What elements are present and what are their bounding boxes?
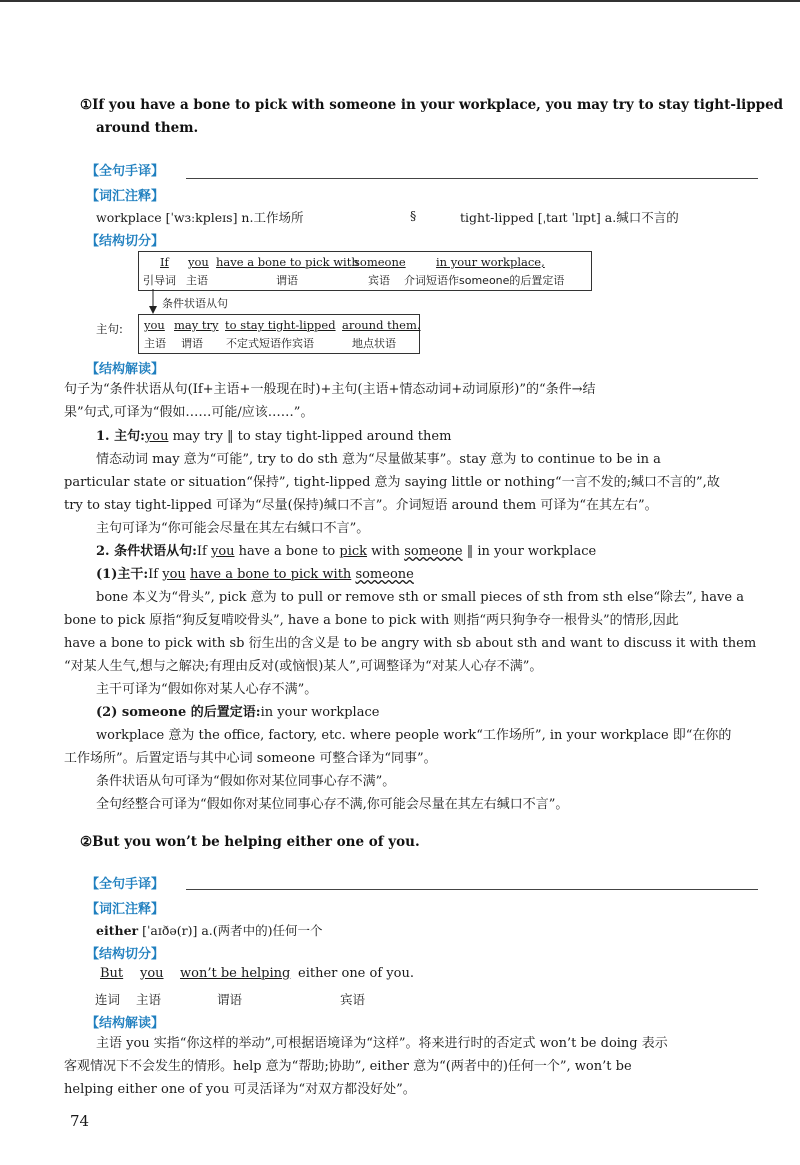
- box1-word-verb: have a bone to pick with: [216, 255, 359, 269]
- para6-line1: workplace 意为 the office, factory, etc. where people work“工作场所”, in your workplace 即“在你的: [96, 728, 732, 743]
- item2-role-predicate: 谓语: [217, 992, 243, 1007]
- para1-line1: 句子为“条件状语从句(If+主语+一般现在时)+主句(主语+情态动词+动词原形)”的“条件→结: [64, 382, 596, 397]
- para1-line2: 果”句式,可译为“假如……可能/应该……”。: [64, 405, 314, 420]
- para2-line1: 情态动词 may 意为“可能”, try to do sth 意为“尽量做某事”。stay 意为 to continue to be in a: [96, 452, 661, 467]
- item2-translation-line: [186, 889, 758, 890]
- para4-line1: bone 本义为“骨头”, pick 意为 to pull or remove sth or small pieces of sth from sth else“除去”, have a: [96, 590, 744, 605]
- section1-line: [96, 425, 451, 448]
- item1-vocab-symbol: §: [410, 208, 417, 223]
- sub2-line: [96, 701, 379, 724]
- item2-role-connector: 连词: [95, 992, 121, 1007]
- section1-rest: may try ‖ to stay tight-lipped around them: [168, 429, 452, 444]
- main-clause-label: 主句:: [96, 322, 123, 336]
- item2-word-object: either one of you.: [298, 966, 414, 981]
- box1-word-object: someone: [354, 255, 406, 269]
- box2-word-around: around them.: [342, 318, 421, 332]
- para2-line3: try to stay tight-lipped 可译为“尽量(保持)缄口不言”。介词短语 around them 可译为“在其左右”。: [64, 498, 658, 513]
- item2-heading: ②But you won’t be helping either one of you.: [80, 834, 420, 850]
- para5: 主干可译为“假如你对某人心存不满”。: [96, 682, 318, 697]
- sub1-line: [96, 563, 414, 586]
- para6-line2: 工作场所”。后置定语与其中心词 someone 可整合译为“同事”。: [64, 751, 437, 766]
- box2-role-predicate: 谓语: [181, 337, 203, 350]
- section2-line: [96, 540, 596, 563]
- box2-role-object: 不定式短语作宾语: [226, 337, 314, 350]
- item2-structure-label: 【 结构切分 】: [86, 943, 164, 962]
- item2-vocab-label: 【 词汇注释 】: [86, 898, 164, 917]
- box1-word-prep: in your workplace,: [436, 255, 545, 269]
- item1-structure-label: 【 结构切分 】: [86, 230, 164, 249]
- item2-analysis-label: 【 结构解读 】: [86, 1012, 164, 1031]
- section1-title: 1. 主句:: [96, 429, 145, 444]
- item1-vocab-right: tight-lipped [ˌtaɪt ˈlɪpt] a.缄口不言的: [460, 210, 679, 225]
- box2-role-subject: 主语: [144, 337, 166, 350]
- item1-vocab-label: 【 词汇注释 】: [86, 185, 164, 204]
- page-number: 74: [70, 1112, 90, 1130]
- section2-with: with: [367, 544, 405, 559]
- para8: 全句经整合可译为“假如你对某位同事心存不满,你可能会尽量在其左右缄口不言”。: [96, 797, 569, 812]
- item1-heading-line1: ①If you have a bone to pick with someone in your workplace, you may try to stay tight-lipped: [80, 97, 784, 113]
- item2-para-line3: helping either one of you 可灵活译为“对双方都没好处”。: [64, 1082, 416, 1097]
- box2-word-stay: to stay tight-lipped: [225, 318, 336, 332]
- section2-if: If: [196, 544, 211, 559]
- section1-subject: you: [144, 429, 169, 444]
- sub1-title: (1)主干:: [96, 567, 149, 582]
- arrow-note: 条件状语从句: [162, 297, 228, 310]
- box1-word-you: you: [188, 255, 209, 269]
- item2-vocab: [96, 921, 323, 939]
- box1-role-prep: 介词短语作someone的后置定语: [404, 274, 565, 287]
- item2-para-line2: 客观情况下不会发生的情形。help 意为“帮助;协助”, either 意为“(两者中的)任何一个”, won’t be: [64, 1059, 632, 1074]
- box2-word-maytry: may try: [174, 318, 219, 332]
- down-arrow-icon: [146, 289, 160, 315]
- sub1-predicate: have a bone to pick with: [189, 567, 352, 582]
- box2-role-adverbial: 地点状语: [352, 337, 396, 350]
- box1-word-if: If: [160, 255, 169, 269]
- para7: 条件状语从句可译为“假如你对某位同事心存不满”。: [96, 774, 396, 789]
- sub2-title: (2) someone 的后置定语:: [96, 705, 261, 720]
- section2-have: have a bone to: [234, 544, 340, 559]
- item1-translation-label: 【 全句手译 】: [86, 160, 164, 179]
- para4-line4: “对某人生气,想与之解决;有理由反对(或恼恨)某人”,可调整译为“对某人心存不满”。: [64, 659, 543, 674]
- section2-someone: someone: [404, 544, 463, 559]
- para2-line2: particular state or situation“保持”, tight-lipped 意为 saying little or nothing“一言不发的;缄口不言的”,故: [64, 475, 720, 490]
- section2-title: 2. 条件状语从句:: [96, 544, 197, 559]
- box1-role-subject: 主语: [186, 274, 208, 287]
- box1-role-object: 宾语: [368, 274, 390, 287]
- box1-role-predicate: 谓语: [276, 274, 298, 287]
- section2-pick: pick: [339, 544, 368, 559]
- para4-line3: have a bone to pick with sb 衍生出的含义是 to be angry with sb about sth and want to discuss it with them: [64, 636, 757, 651]
- item1-analysis-label: 【 结构解读 】: [86, 358, 164, 377]
- item2-translation-label: 【 全句手译 】: [86, 873, 164, 892]
- item1-heading-line2: around them.: [96, 120, 199, 136]
- item2-para-line1: 主语 you 实指“你这样的举动”,可根据语境译为“这样”。将来进行时的否定式 won’t be doing 表示: [96, 1036, 668, 1051]
- box1-role-connector: 引导词: [143, 274, 176, 287]
- item2-vocab-word: either: [96, 923, 139, 938]
- item2-role-object: 宾语: [340, 992, 366, 1007]
- section2-rest: ‖ in your workplace: [462, 544, 597, 559]
- box2-word-you: you: [144, 318, 165, 332]
- item2-word-predicate: won’t be helping: [180, 966, 291, 981]
- section2-you: you: [211, 544, 235, 559]
- item2-word-but: But: [100, 966, 124, 981]
- sub1-you: you: [162, 567, 186, 582]
- item1-vocab-left: workplace [ˈwɜːkpleɪs] n.工作场所: [96, 210, 304, 225]
- para3: 主句可译为“你可能会尽量在其左右缄口不言”。: [96, 521, 370, 536]
- sub2-rest: in your workplace: [260, 705, 380, 720]
- item2-role-subject: 主语: [136, 992, 162, 1007]
- top-border: [0, 0, 800, 2]
- item2-word-you: you: [140, 966, 164, 981]
- sub1-someone: someone: [355, 567, 414, 582]
- item2-vocab-rest: [ˈaɪðə(r)] a.(两者中的)任何一个: [138, 923, 323, 938]
- para4-line2: bone to pick 原指“狗反复啃咬骨头”, have a bone to pick with 则指“两只狗争夺一根骨头”的情形,因此: [64, 613, 679, 628]
- sub1-if: If: [148, 567, 163, 582]
- item1-translation-line: [186, 178, 758, 179]
